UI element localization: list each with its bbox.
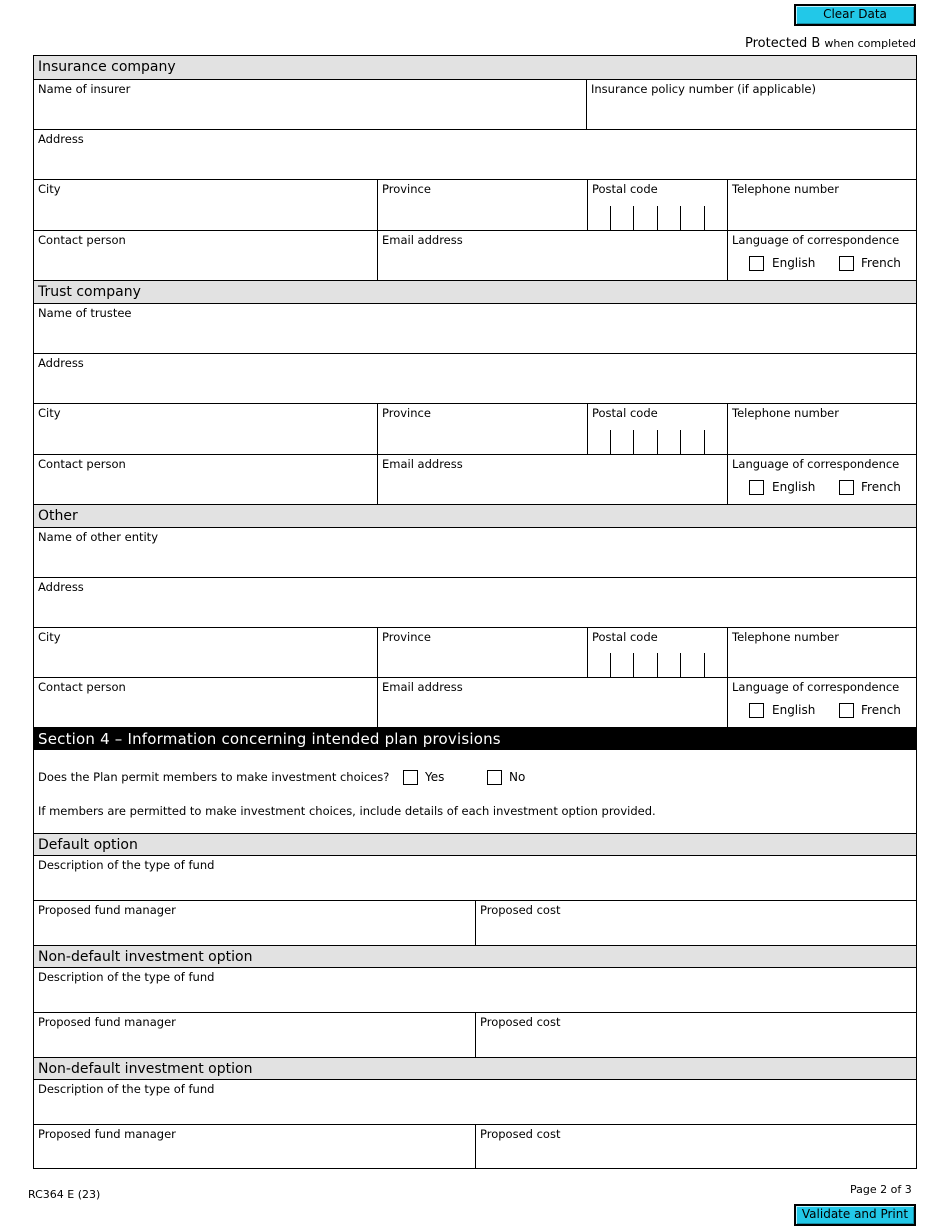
fund-description-field[interactable] (34, 855, 916, 900)
email-label: Email address (382, 233, 463, 247)
other-telephone-field[interactable] (727, 628, 916, 677)
proposed-cost-field[interactable] (475, 1013, 916, 1057)
other-city-row (34, 627, 916, 677)
proposed-cost-label: Proposed cost (480, 903, 561, 917)
french-label: French (861, 480, 901, 494)
trust-postal-code-field[interactable] (587, 404, 727, 454)
trust-contact-row (34, 454, 916, 504)
trust-email-field[interactable] (377, 455, 727, 504)
postal-divider (704, 430, 705, 454)
option-header: Non-default investment option (34, 1057, 916, 1079)
address-label: Address (38, 356, 84, 370)
postal-divider (680, 653, 681, 677)
fund-manager-label: Proposed fund manager (38, 1015, 176, 1029)
postal-divider (633, 653, 634, 677)
postal-divider (657, 206, 658, 230)
trust-city-row (34, 403, 916, 454)
english-label: English (772, 256, 816, 270)
contact-label: Contact person (38, 233, 126, 247)
trust-address-field[interactable] (34, 353, 916, 403)
fund-description-field[interactable] (34, 967, 916, 1012)
french-checkbox[interactable] (839, 480, 854, 495)
protected-label: Protected B (745, 36, 821, 51)
fund-description-label: Description of the type of fund (38, 858, 215, 872)
contact-label: Contact person (38, 457, 126, 471)
province-label: Province (382, 406, 431, 420)
fund-description-label: Description of the type of fund (38, 1082, 215, 1096)
postal-code-label: Postal code (592, 630, 658, 644)
section-4-header: Section 4 – Information concerning intended plan provisions (34, 727, 916, 750)
postal-divider (633, 206, 634, 230)
trust-province-field[interactable] (377, 404, 587, 454)
page-number: Page 2 of 3 (850, 1183, 912, 1196)
yes-checkbox[interactable] (403, 770, 418, 785)
province-label: Province (382, 182, 431, 196)
fund-manager-label: Proposed fund manager (38, 1127, 176, 1141)
city-label: City (38, 182, 61, 196)
postal-divider (680, 206, 681, 230)
insurance-province-field[interactable] (377, 180, 587, 230)
fund-description-label: Description of the type of fund (38, 970, 215, 984)
protected-notice (745, 36, 916, 51)
telephone-label: Telephone number (732, 630, 839, 644)
option-header: Non-default investment option (34, 945, 916, 967)
investment-choice-note: If members are permitted to make investment choices, include details of each investment option provided. (38, 804, 656, 818)
email-label: Email address (382, 457, 463, 471)
clear-data-button[interactable]: Clear Data (794, 4, 916, 26)
telephone-label: Telephone number (732, 182, 839, 196)
other-entity-name-label: Name of other entity (38, 530, 158, 544)
other-entity-name-field[interactable] (34, 527, 916, 577)
province-label: Province (382, 630, 431, 644)
other-postal-code-field[interactable] (587, 628, 727, 677)
city-label: City (38, 630, 61, 644)
no-label: No (509, 770, 526, 784)
trust-contact-field[interactable] (34, 455, 377, 504)
option-header: Default option (34, 833, 916, 855)
trustee-name-label: Name of trustee (38, 306, 132, 320)
french-label: French (861, 703, 901, 717)
insurance-company-header: Insurance company (34, 56, 916, 79)
english-checkbox[interactable] (749, 256, 764, 271)
french-checkbox[interactable] (839, 256, 854, 271)
protected-suffix: when completed (824, 37, 916, 50)
form-id: RC364 E (23) (28, 1188, 101, 1201)
insurance-contact-field[interactable] (34, 231, 377, 280)
contact-label: Contact person (38, 680, 126, 694)
postal-divider (704, 653, 705, 677)
validate-and-print-button[interactable]: Validate and Print (794, 1204, 916, 1226)
other-header: Other (34, 504, 916, 527)
fund-manager-field[interactable] (34, 901, 475, 945)
english-checkbox[interactable] (749, 480, 764, 495)
other-email-field[interactable] (377, 678, 727, 727)
fund-manager-field[interactable] (34, 1013, 475, 1057)
other-language-field (727, 678, 916, 727)
postal-divider (704, 206, 705, 230)
proposed-cost-field[interactable] (475, 901, 916, 945)
insurance-email-field[interactable] (377, 231, 727, 280)
postal-divider (657, 430, 658, 454)
language-label: Language of correspondence (732, 680, 900, 694)
insurance-language-field (727, 231, 916, 280)
other-contact-row (34, 677, 916, 727)
language-label: Language of correspondence (732, 457, 900, 471)
telephone-label: Telephone number (732, 406, 839, 420)
language-label: Language of correspondence (732, 233, 900, 247)
other-address-field[interactable] (34, 577, 916, 627)
fund-description-field[interactable] (34, 1079, 916, 1124)
english-label: English (772, 703, 816, 717)
english-label: English (772, 480, 816, 494)
trust-telephone-field[interactable] (727, 404, 916, 454)
investment-choice-question: Does the Plan permit members to make investment choices? (38, 770, 390, 784)
insurance-address-field[interactable] (34, 129, 916, 179)
insurance-city-field[interactable] (34, 180, 377, 230)
proposed-cost-label: Proposed cost (480, 1015, 561, 1029)
postal-divider (680, 430, 681, 454)
address-label: Address (38, 580, 84, 594)
email-label: Email address (382, 680, 463, 694)
form-frame (33, 55, 917, 1169)
insurance-city-row (34, 179, 916, 230)
postal-code-label: Postal code (592, 182, 658, 196)
city-label: City (38, 406, 61, 420)
postal-divider (610, 653, 611, 677)
insurance-name-row (34, 79, 916, 129)
insurer-name-label: Name of insurer (38, 82, 131, 96)
policy-number-field[interactable] (586, 80, 916, 129)
other-province-field[interactable] (377, 628, 587, 677)
fund-manager-row (34, 900, 916, 945)
english-checkbox[interactable] (749, 703, 764, 718)
investment-choice-block (34, 750, 916, 833)
other-city-field[interactable] (34, 628, 377, 677)
french-checkbox[interactable] (839, 703, 854, 718)
trust-company-header: Trust company (34, 280, 916, 303)
no-checkbox[interactable] (487, 770, 502, 785)
insurance-telephone-field[interactable] (727, 180, 916, 230)
address-label: Address (38, 132, 84, 146)
postal-divider (633, 430, 634, 454)
postal-divider (610, 430, 611, 454)
insurance-contact-row (34, 230, 916, 280)
trust-city-field[interactable] (34, 404, 377, 454)
trustee-name-field[interactable] (34, 303, 916, 353)
fund-manager-label: Proposed fund manager (38, 903, 176, 917)
proposed-cost-field[interactable] (475, 1125, 916, 1168)
fund-manager-row (34, 1012, 916, 1057)
insurer-name-field[interactable] (34, 80, 586, 129)
trust-language-field (727, 455, 916, 504)
yes-label: Yes (425, 770, 445, 784)
postal-divider (657, 653, 658, 677)
postal-code-label: Postal code (592, 406, 658, 420)
insurance-postal-code-field[interactable] (587, 180, 727, 230)
other-contact-field[interactable] (34, 678, 377, 727)
french-label: French (861, 256, 901, 270)
postal-divider (610, 206, 611, 230)
policy-number-label: Insurance policy number (if applicable) (591, 82, 816, 96)
fund-manager-field[interactable] (34, 1125, 475, 1168)
fund-manager-row (34, 1124, 916, 1168)
proposed-cost-label: Proposed cost (480, 1127, 561, 1141)
